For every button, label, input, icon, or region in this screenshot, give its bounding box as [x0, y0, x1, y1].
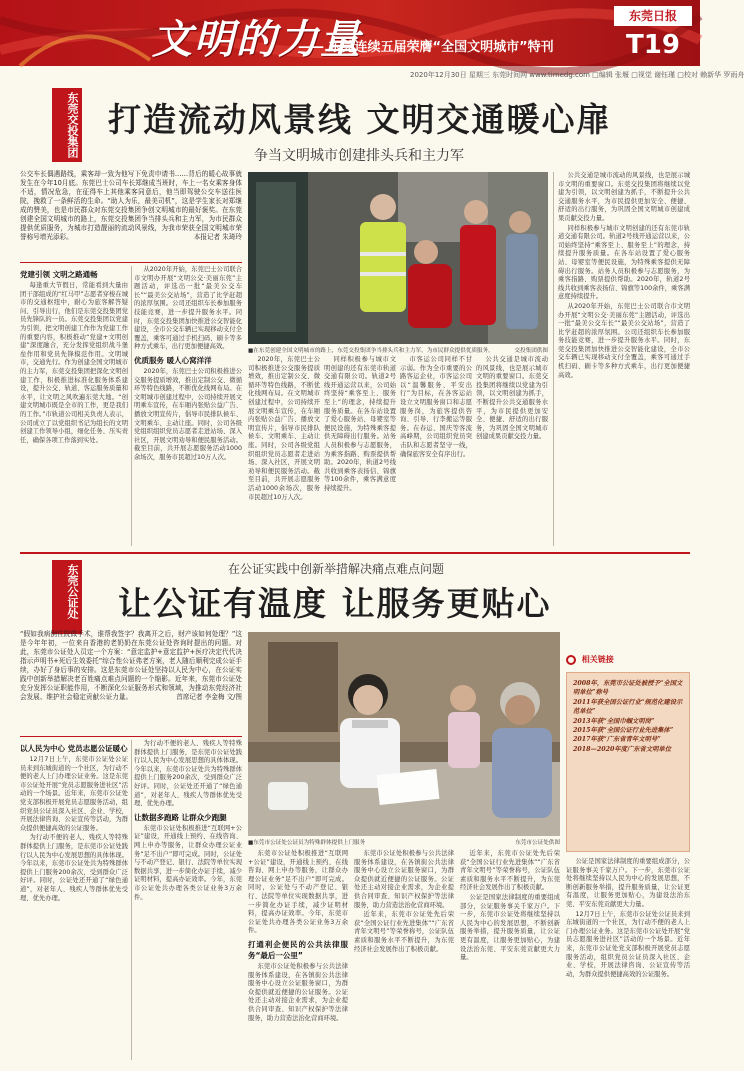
lead-paragraph [20, 630, 242, 734]
column-heading: 打通利企便民的公共法律服务“最后一公里” [248, 939, 348, 960]
article-column [134, 740, 242, 1060]
article-column [248, 850, 348, 1060]
article-column [354, 850, 454, 1060]
news-photo [248, 632, 560, 836]
column-text: 公证是国家法律制度的重要组成部分，公证服务事关千家万户。下一步，东莞市公证处将继续坚持以人民为中心的发展思想，不断创新服务举措，提升服务质量，让公证更有温度，让服务更加贴心，为建设法治东莞、平安东莞贡献更大力量。 [460, 893, 560, 962]
section-divider [20, 552, 690, 554]
related-link-item: 2017年获“广东省青年文明号” [573, 736, 661, 744]
column-text: 东莞市公证处积极参与公共法律服务体系建设，在各镇街公共法律服务中心设立公证服务窗口，为群众提供就近便捷的公证服务。公证处还主动对接企业需求，为企业提供合同审查、知识产权保护等法律服务，助力营造法治化营商环境。 [354, 850, 454, 909]
kicker-line: 在公证实践中创新举措解决痛点难点问题 [228, 562, 445, 576]
related-link-item: 2015年获“全国公证行业先进集体” [573, 727, 674, 735]
article-column [324, 356, 396, 546]
column-heading: 让数据多跑路 让群众少跑腿 [134, 812, 227, 822]
column-text: 近年来，东莞市公证处先后荣获“全国公证行业先进集体”“广东省青年文明号”等荣誉称号，公证队伍素质和服务水平不断提升，为东莞经济社会发展作出了积极贡献。 [354, 911, 454, 953]
article-column [476, 356, 548, 546]
byline: 首席记者 李金梅 文/图 [176, 693, 242, 701]
masthead-banner [0, 0, 700, 66]
column-divider [553, 172, 554, 546]
masthead-title: 文明的力量 [152, 16, 362, 63]
column-heading: 以人民为中心 党员志愿公证暖心 [20, 744, 128, 753]
related-link-item: 2011年获全国公证行业“规范化建设示范单位” [573, 698, 683, 716]
column-text: 东莞市公证处积极推进“互联网+公证”建设，开通线上预约、在线咨询、网上申办等服务，让群众办理公证业务“足不出户”即可完成。同时，公证处与不动产登记、银行、法院等单位实现数据共享，进一步简化办证手续，减少证明材料，提高办证效率。今年，东莞市公证处共办理各类公证业务3万余件。 [248, 850, 348, 935]
column-text: 近年来，东莞市公证处先后荣获“全国公证行业先进集体”“广东省青年文明号”等荣誉称号，公证队伍素质和服务水平不断提升，为东莞经济社会发展作出了积极贡献。 [460, 850, 560, 892]
column-heading: 党建引领 文明之路通畅 [20, 270, 98, 279]
lead-text: “假如我病倒住院做手术，谁帮我签字？我离开之后，财产该如何处理？”这是今年年初，一位来自香港的老奶奶在东莞公证处咨询时提出的问题。对此，东莞市公证处人员定一个方案：“意定监护+意定监护+医疗决定代代决指示声明书+死后生效委托”综合性公证弗老方案，老人随后顺利完成公证手续，办好了身后事的安排。这是东莞市公证处坚持以人民为中心，在公证实践中创新举措解决老百姓痛点难点问题的一个缩影。近年来，东莞市公证处充分发挥公证职能作用，不断深化公证服务形式和领域，为推动东莞经济社会发展、维护社会稳定贡献公证力量。 [20, 630, 242, 701]
lead-text: 公交车长偶遇路线，乘客却一致为他写下免责申请书……背后的暖心故事就发生在今年10月底。东莞巴士公司车长郑继成当班时，车上一名女乘客身体不适，情况危急，在征得车上其他乘客同意后，他当即驾驶公交车送往医院，挽救了一条鲜活的生命。“助人为乐，最美司机”，这是学生家长对郑继成的赞美，也是市民群众对东莞交投集团争创文明城市的最好褒奖。在东莞创建全国文明城市的路上，东莞交投集团争当排头兵和主力军，为市民群众提供优质服务，为城市打造靓丽的流动风景线，为我市荣获全国文明城市荣誉称号增光添彩。 [20, 170, 242, 241]
divider-line [20, 262, 242, 263]
column-text: 12月7日上午，东莞市公证处公证员来到东城街道的一个社区，为行动不便的老人上门办理公证业务。这是东莞市公证处开展“党员志愿服务进社区”活动的一个场景。近年来，东莞市公证处党支部积极开展党员志愿服务活动，组织党员公证员深入社区、企业、学校，开展法律咨询、公证宣传等活动，为群众提供便捷高效的公证服务。 [20, 756, 128, 832]
article-column [460, 850, 560, 1060]
section-tag: 东莞交投集团 [52, 88, 82, 162]
column-text: 从2020年开始，东莞巴士公司联合市文明办开展“文明公交·美丽东莞”主题活动，评选出一批“最美公交车长”“最美公交站场”，营造了比学赶超的浓厚氛围。公司还组织车长参加服务技能竞赛，进一步提升服务水平。同时，东莞交投集团加快推进公交智能化建设，全市公交车辆已实现移动支付全覆盖，乘客可通过手机扫码、刷卡等多种方式乘车，出行更加便捷高效。 [558, 302, 690, 379]
photo-credit: 交投集团供图 [514, 348, 548, 354]
link-icon [566, 655, 576, 665]
column-text: 12月7日上午，东莞市公证处公证员来到东城街道的一个社区，为行动不便的老人上门办理公证业务。这是东莞市公证处开展“党员志愿服务进社区”活动的一个场景。近年来，东莞市公证处党支部积极开展党员志愿服务活动，组织党员公证员深入社区、企业、学校，开展法律咨询、公证宣传等活动，为群众提供便捷高效的公证服务。 [566, 910, 690, 978]
headline: 让公证有温度 让服务更贴心 [118, 584, 552, 623]
issue-info-line: 2020年12月30日 星期三 东莞时间网 www.timedg.com □编辑 张堰 □视觉 谢钰瑾 □校对 赖新华 罗雨舟 [410, 71, 744, 79]
column-text: 2020年，东莞巴士公司积极推进公交服务提质增效，推出定制公交、微循环等特色线路，不断优化线网布局。在文明城市创建过程中，公司持续开展文明乘车宣传，在车厢内张贴公益广告、播放文明宣传片，倡导市民排队候车、文明乘车、主动让座。同时，公司各级党组织组织党员志愿者走进站场、深入社区，开展文明劝导和便民服务活动。截至目前，共开展志愿服务活动1000余场次，服务市民超过10万人次。 [134, 367, 242, 461]
article-column [248, 356, 320, 546]
article-column [20, 740, 128, 1060]
photo-caption: ■在东莞创建全国文明城市的路上，东莞交投集团争当排头兵和主力军，为市民群众提供优质服务。 [248, 348, 494, 354]
masthead-subtitle: —— 东莞连续五届荣膺“全国文明城市”特刊 [298, 40, 554, 55]
article-column [566, 858, 690, 1060]
photo-caption: ■东莞市公证处公证员为特殊群体提供上门服务 [248, 840, 366, 846]
column-text: 公证是国家法律制度的重要组成部分，公证服务事关千家万户。下一步，东莞市公证处将继续坚持以人民为中心的发展思想，不断创新服务举措，提升服务质量，让公证更有温度，让服务更加贴心，为建设法治东莞、平安东莞贡献更大力量。 [566, 858, 690, 908]
related-links-title: 相关链接 [581, 655, 614, 664]
related-link-item: 2008年，东莞市公证处被授予“全国文明单位”称号 [573, 680, 683, 697]
news-photo [248, 172, 548, 344]
related-links-box [566, 672, 690, 852]
column-text: 东莞市公证处积极推进“互联网+公证”建设，开通线上预约、在线咨询、网上申办等服务，让群众办理公证业务“足不出户”即可完成。同时，公证处与不动产登记、银行、法院等单位实现数据共享，进一步简化办证手续，减少证明材料，提高办证效率。今年，东莞市公证处共办理各类公证业务3万余件。 [134, 824, 242, 901]
divider-line [20, 736, 242, 737]
column-text: 同样积极参与城市文明创建的还有东莞市轨道交通有限公司。轨道2号线开通运营以来，公司始终坚持“乘客至上、服务至上”的理念，持续提升服务质量。在各车站设置了爱心服务站、母婴室等便民设施，为特殊乘客提供无障碍出行服务。站务人员积极参与志愿服务，为乘客指路、购票提供帮助。2020年，轨道2号线共收到乘客表扬信、锦旗等100余件，乘客满意度持续提升。 [558, 224, 690, 301]
column-text: 市客运公司同样不甘示弱。作为全市重要的公路客运企业，市客运公司以“温馨服务、平安出行”为目标，在各客运站设立文明服务窗口和志愿服务岗，为旅客提供咨询、引导、行李搬运等服务。在春运、国庆等客流高峰期，公司组织党员突击队和志愿者坚守一线，确保旅客安全有序出行。 [400, 356, 472, 458]
column-text: 公共交通是城市流动的风景线，也是展示城市文明的重要窗口。东莞交投集团将继续以党建为引领，以文明创建为抓手，不断提升公共交通服务水平，为市民提供更加安全、便捷、舒适的出行服务，为巩固全国文明城市创建成果贡献交投力量。 [558, 172, 690, 222]
column-divider [131, 740, 132, 1060]
column-heading: 优质服务 暖人心窝洋洋 [134, 355, 212, 365]
photo-illustration [248, 632, 560, 836]
column-text: 同样积极参与城市文明创建的还有东莞市轨道交通有限公司。轨道2号线开通运营以来，公司始终坚持“乘客至上、服务至上”的理念，持续提升服务质量。在各车站设置了爱心服务站、母婴室等便民设施，为特殊乘客提供无障碍出行服务。站务人员积极参与志愿服务，为乘客指路、购票提供帮助。2020年，轨道2号线共收到乘客表扬信、锦旗等100余件，乘客满意度持续提升。 [324, 356, 396, 492]
section-tag: 东莞公证处 [52, 560, 82, 634]
subheadline: 争当文明城市创建排头兵和主力军 [254, 148, 464, 164]
column-text: 每逢重大节假日，常能看到大量由团干部组成的“红马甲”志愿者穿梭在城市的交通枢纽中，耐心为旅客解答疑问、引导出行，他们是东莞交投集团党员先锋队的一员。东莞交投集团以党建为引领，把文明创建工作作为党建工作的重要内容，积极推动“党建+文明创建”深度融合，充分发挥党组织战斗堡垒作用和党员先锋模范作用。文明城市，交通先行。作为创建全国文明城市的主力军，东莞交投集团把深化文明创建工作，积极推进标准化服务体系建设，提升公交、轨道、客运服务质量和水平，让文明之风吹遍东莞大地。“创建文明城市既是全市的工作，更是我们的工作。”市轨道公司相关负责人表示，公司成立了以党组织书记为组长的文明创建工作领导小组，细化任务、压实责任，确保各项工作落到实处。 [20, 282, 128, 444]
lead-paragraph [20, 170, 242, 260]
related-links-list [567, 673, 689, 760]
related-link-item: 2018—2020年度广东省文明单位 [573, 745, 672, 753]
headline: 打造流动风景线 文明交通暖心扉 [108, 100, 612, 139]
article-column [400, 356, 472, 546]
photo-illustration [248, 172, 548, 344]
related-links-heading [566, 654, 690, 670]
column-text: 2020年，东莞巴士公司积极推进公交服务提质增效，推出定制公交、微循环等特色线路，不断优化线网布局。在文明城市创建过程中，公司持续开展文明乘车宣传，在车厢内张贴公益广告、播放文明宣传片，倡导市民排队候车、文明乘车、主动让座。同时，公司各级党组织组织党员志愿者走进站场、深入社区，开展文明劝导和便民服务活动。截至目前，共开展志愿服务活动1000余场次，服务市民超过10万人次。 [248, 356, 320, 501]
byline: 本报记者 朱琦玲 [193, 233, 242, 241]
column-divider [131, 266, 132, 546]
article-column [558, 172, 690, 546]
column-text: 公共交通是城市流动的风景线，也是展示城市文明的重要窗口。东莞交投集团将继续以党建为引领，以文明创建为抓手，不断提升公共交通服务水平，为市民提供更加安全、便捷、舒适的出行服务，为巩固全国文明城市创建成果贡献交投力量。 [476, 356, 548, 441]
related-link-item: 2013年获“全国巾帼文明岗” [573, 717, 655, 725]
page-number: T19 [626, 30, 680, 60]
column-text: 东莞市公证处积极参与公共法律服务体系建设，在各镇街公共法律服务中心设立公证服务窗口，为群众提供就近便捷的公证服务。公证处还主动对接企业需求，为企业提供合同审查、知识产权保护等法律服务，助力营造法治化营商环境。 [248, 962, 348, 1022]
newspaper-name: 东莞日报 [614, 6, 692, 26]
column-text: 从2020年开始，东莞巴士公司联合市文明办开展“文明公交·美丽东莞”主题活动，评选出一批“最美公交车长”“最美公交站场”，营造了比学赶超的浓厚氛围。公司还组织车长参加服务技能竞赛，进一步提升服务水平。同时，东莞交投集团加快推进公交智能化建设，全市公交车辆已实现移动支付全覆盖，乘客可通过手机扫码、刷卡等多种方式乘车，出行更加便捷高效。 [134, 266, 242, 351]
article-column [134, 266, 242, 546]
article-column [20, 266, 128, 546]
column-text: 为行动不便的老人、残疾人等特殊群体提供上门服务，是东莞市公证处践行以人民为中心发展思想的具体体现。今年以来，东莞市公证处共为特殊群体提供上门服务200余次，受到群众广泛好评。同时，公证处还开通了“绿色通道”，对老年人、残疾人等群体优先受理、优先办理。 [134, 740, 242, 808]
column-text: 为行动不便的老人、残疾人等特殊群体提供上门服务，是东莞市公证处践行以人民为中心发展思想的具体体现。今年以来，东莞市公证处共为特殊群体提供上门服务200余次，受到群众广泛好评。同时，公证处还开通了“绿色通道”，对老年人、残疾人等群体优先受理、优先办理。 [20, 834, 128, 902]
photo-credit: 东莞市公证处供图 [515, 840, 560, 846]
